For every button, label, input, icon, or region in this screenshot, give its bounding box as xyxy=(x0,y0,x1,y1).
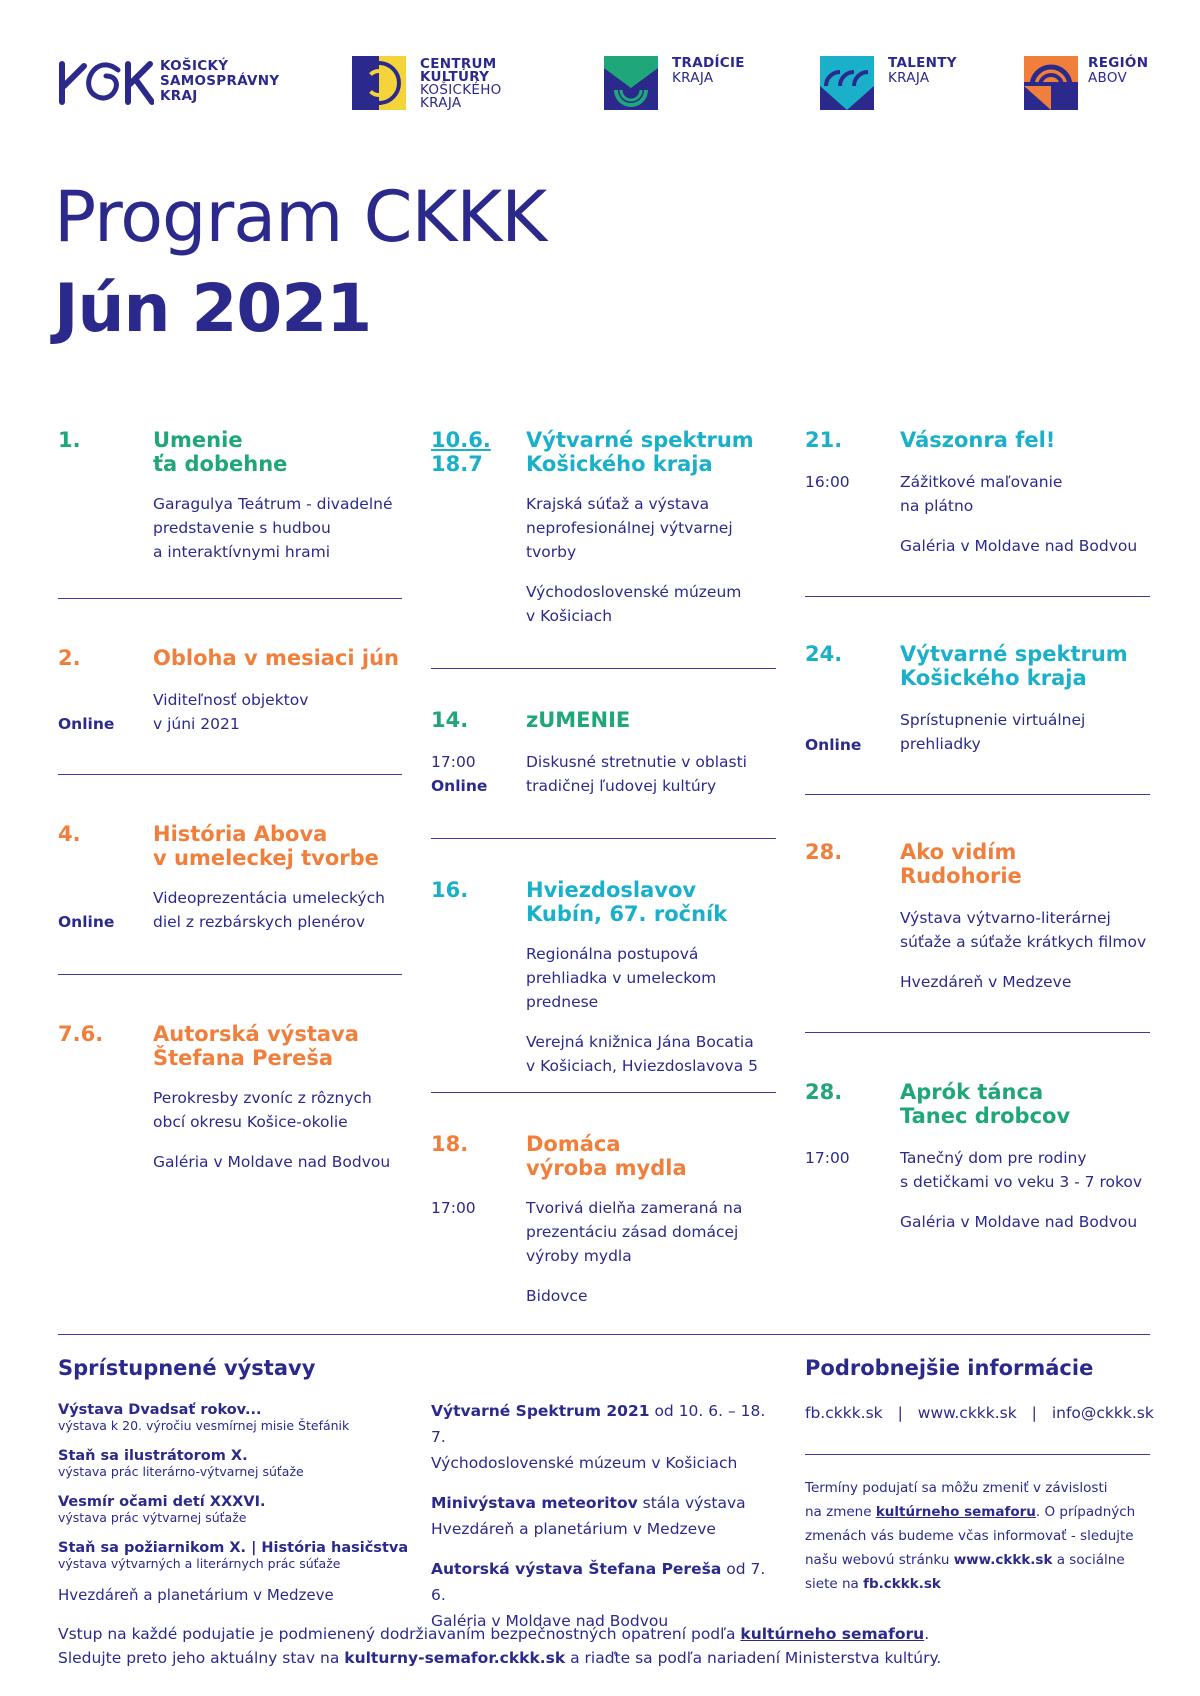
event-title: Hviezdoslavov Kubín, 67. ročník xyxy=(526,878,728,926)
email-link[interactable]: info@ckkk.sk xyxy=(1051,1404,1154,1422)
exhibition-title: Staň sa požiarnikom X. | História hasičstva xyxy=(58,1540,409,1556)
exhibition-place: Hvezdáreň a planetárium v Medzeve xyxy=(431,1520,716,1538)
page-title: Program CKKK xyxy=(54,176,547,258)
event-description: Zážitkové maľovanie na plátno xyxy=(900,473,1063,515)
exhibition-subtitle: výstava prác výtvarnej súťaže xyxy=(58,1510,247,1525)
event-place: Galéria v Moldave nad Bodvou xyxy=(900,1213,1138,1231)
tradicie-logo xyxy=(604,56,764,112)
event-title: Výtvarné spektrum Košického kraja xyxy=(900,642,1128,690)
event-date: 2. xyxy=(58,646,81,670)
event-description: Viditeľnosť objektov v júni 2021 xyxy=(153,691,309,733)
website-link[interactable]: www.ckkk.sk xyxy=(917,1404,1017,1422)
ckkk-logo-icon xyxy=(352,56,406,110)
event-title: Domáca výroba mydla xyxy=(526,1132,687,1180)
divider xyxy=(58,974,402,975)
semafor-url-link[interactable]: kulturny-semafor.ckkk.sk xyxy=(344,1649,566,1667)
event-date: 14. xyxy=(431,708,469,732)
ksk-line2: SAMOSPRÁVNY xyxy=(160,73,280,89)
divider xyxy=(431,668,776,669)
ksk-line1: KOŠICKÝ xyxy=(160,58,229,74)
info-links xyxy=(805,1400,1154,1426)
event-online: Online xyxy=(58,913,115,931)
talenty-logo-icon xyxy=(820,56,874,110)
exhibition-title: Výstava Dvadsať rokov... xyxy=(58,1402,262,1418)
ksk-line3: KRAJ xyxy=(160,88,198,104)
exhibition-subtitle: výstava k 20. výročiu vesmírnej misie Štefánik xyxy=(58,1418,350,1433)
list-item xyxy=(58,1448,438,1494)
event-place: Východoslovenské múzeum v Košiciach xyxy=(526,583,742,625)
semafor-link[interactable]: kultúrneho semaforu xyxy=(740,1625,925,1643)
event-place: Verejná knižnica Jána Bocatia v Košiciach, Hviezdoslavova 5 xyxy=(526,1033,759,1075)
event-description: Diskusné stretnutie v oblasti tradičnej ľudovej kultúry xyxy=(526,753,747,795)
exhibition-place: Hvezdáreň a planetárium v Medzeve xyxy=(58,1586,334,1604)
event-title: Výtvarné spektrum Košického kraja xyxy=(526,428,754,476)
exhibition-place: Východoslovenské múzeum v Košiciach xyxy=(431,1454,738,1472)
semafor-link[interactable]: kultúrneho semaforu xyxy=(875,1504,1036,1520)
exhibition-subtitle: výstava výtvarných a literárnych prác súťaže xyxy=(58,1556,341,1571)
list-item xyxy=(58,1402,438,1448)
event-place: Galéria v Moldave nad Bodvou xyxy=(900,537,1138,555)
event-description: Krajská súťaž a výstava neprofesionálnej výtvarnej tvorby xyxy=(526,495,733,561)
region-line2: ABOV xyxy=(1088,70,1128,86)
info-note: Termíny podujatí sa môžu zmeniť v závislosti na zmene kultúrneho semaforu. O prípadných zmenách vás budeme včas informovať - sledujte našu webovú stránku www.ckkk.sk a sociálne siete na fb.ckkk.sk xyxy=(805,1480,1136,1592)
footer-note: Vstup na každé podujatie je podmienený dodržiavaním bezpečnostných opatrení podľa kultúrneho semaforu. Sledujte preto jeho aktuálny stav na kulturny-semafor.ckkk.sk a riaďte sa podľa nariadení Ministerstva kultúry. xyxy=(58,1625,942,1667)
event-date: 4. xyxy=(58,822,81,846)
event-description: Perokresby zvoníc z rôznych obcí okresu Košice-okolie xyxy=(153,1089,372,1131)
website-link[interactable]: www.ckkk.sk xyxy=(953,1552,1053,1568)
divider xyxy=(805,1032,1150,1033)
talenty-logo xyxy=(820,56,980,112)
tradicie-line1: TRADÍCIE xyxy=(672,55,745,71)
exhibition-title: Vesmír očami detí XXXVI. xyxy=(58,1494,266,1510)
section-divider xyxy=(58,1334,1150,1335)
event-title: Aprók tánca Tanec drobcov xyxy=(900,1080,1071,1128)
facebook-link[interactable]: fb.ckkk.sk xyxy=(863,1576,941,1592)
event-description: Výstava výtvarno-literárnej súťaže a súťaže krátkych filmov xyxy=(900,909,1147,951)
exhibitions-left-list xyxy=(58,1402,438,1604)
event-date: 24. xyxy=(805,642,843,666)
divider xyxy=(805,596,1150,597)
list-item: Minivýstava meteoritov stála výstava Hvezdáreň a planetárium v Medzeve xyxy=(431,1490,771,1542)
exhibition-subtitle: výstava prác literárno-výtvarnej súťaže xyxy=(58,1464,304,1479)
event-title: Vászonra fel! xyxy=(900,428,1056,452)
exhibitions-heading: Sprístupnené výstavy xyxy=(58,1356,316,1380)
ckkk-line1: CENTRUM xyxy=(420,56,497,72)
event-title: zUMENIE xyxy=(526,708,631,732)
divider xyxy=(58,774,402,775)
ckkk-line3: KOŠICKÉHO xyxy=(420,82,502,98)
ckkk-line2: KULTÚRY xyxy=(420,69,490,85)
info-divider xyxy=(805,1454,1150,1455)
event-date: 1. xyxy=(58,428,81,452)
exhibition-place: Galéria v Moldave nad Bodvou xyxy=(431,1612,669,1630)
event-date: 10.6. 18.7 xyxy=(431,428,491,476)
event-title: História Abova v umeleckej tvorbe xyxy=(153,822,379,870)
talenty-line1: TALENTY xyxy=(888,55,957,71)
event-description: Tanečný dom pre rodiny s detičkami vo veku 3 - 7 rokov xyxy=(900,1149,1143,1191)
event-description: Sprístupnenie virtuálnej prehliadky xyxy=(900,711,1086,753)
region-logo-icon xyxy=(1024,56,1078,110)
list-item xyxy=(58,1494,438,1540)
list-item: Autorská výstava Štefana Pereša od 7. 6. Galéria v Moldave nad Bodvou xyxy=(431,1556,771,1634)
event-time: 17:00 xyxy=(805,1149,850,1167)
divider xyxy=(805,794,1150,795)
event-time: 17:00 Online xyxy=(431,753,488,795)
tradicie-line2: KRAJA xyxy=(672,70,714,86)
event-description: Regionálna postupová prehliadka v umeleckom prednese xyxy=(526,945,717,1011)
event-description: Tvorivá dielňa zameraná na prezentáciu zásad domácej výroby mydla xyxy=(526,1199,743,1265)
event-title: Obloha v mesiaci jún xyxy=(153,646,399,670)
event-title: Umenie ťa dobehne xyxy=(153,428,288,476)
ckkk-logo xyxy=(352,56,532,112)
list-item: Výtvarné Spektrum 2021 od 10. 6. – 18. 7. Východoslovenské múzeum v Košiciach xyxy=(431,1398,771,1476)
event-date: 28. xyxy=(805,1080,843,1104)
event-place: Hvezdáreň v Medzeve xyxy=(900,973,1072,991)
event-date: 21. xyxy=(805,428,843,452)
event-date: 16. xyxy=(431,878,469,902)
event-title: Autorská výstava Štefana Pereša xyxy=(153,1022,359,1070)
event-description: Videoprezentácia umeleckých diel z rezbárskych plenérov xyxy=(153,889,385,931)
region-logo xyxy=(1024,56,1164,112)
event-title: Ako vidím Rudohorie xyxy=(900,840,1022,888)
region-line1: REGIÓN xyxy=(1088,55,1149,71)
page-subtitle: Jún 2021 xyxy=(54,270,372,347)
list-item xyxy=(58,1540,438,1586)
exhibitions-mid-list xyxy=(431,1398,771,1634)
event-time: 17:00 xyxy=(431,1199,476,1217)
event-date: 28. xyxy=(805,840,843,864)
ksk-logo xyxy=(56,56,286,108)
exhibition-title: Staň sa ilustrátorom X. xyxy=(58,1448,248,1464)
event-description: Garagulya Teátrum - divadelné predstavenie s hudbou a interaktívnymi hrami xyxy=(153,495,393,561)
event-place: Galéria v Moldave nad Bodvou xyxy=(153,1153,391,1171)
link-separator: | xyxy=(897,1404,903,1422)
divider xyxy=(431,838,776,839)
event-date: 7.6. xyxy=(58,1022,104,1046)
ckkk-line4: KRAJA xyxy=(420,95,462,111)
link-separator: | xyxy=(1031,1404,1037,1422)
event-online: Online xyxy=(805,736,862,754)
divider xyxy=(431,1092,776,1093)
event-place: Bidovce xyxy=(526,1287,588,1305)
event-online: Online xyxy=(58,715,115,733)
tradicie-logo-icon xyxy=(604,56,658,110)
facebook-link[interactable]: fb.ckkk.sk xyxy=(805,1404,883,1422)
talenty-line2: KRAJA xyxy=(888,70,930,86)
event-time: 16:00 xyxy=(805,473,850,491)
ksk-logo-icon xyxy=(56,56,154,108)
event-date: 18. xyxy=(431,1132,469,1156)
divider xyxy=(58,598,402,599)
info-heading: Podrobnejšie informácie xyxy=(805,1356,1094,1380)
